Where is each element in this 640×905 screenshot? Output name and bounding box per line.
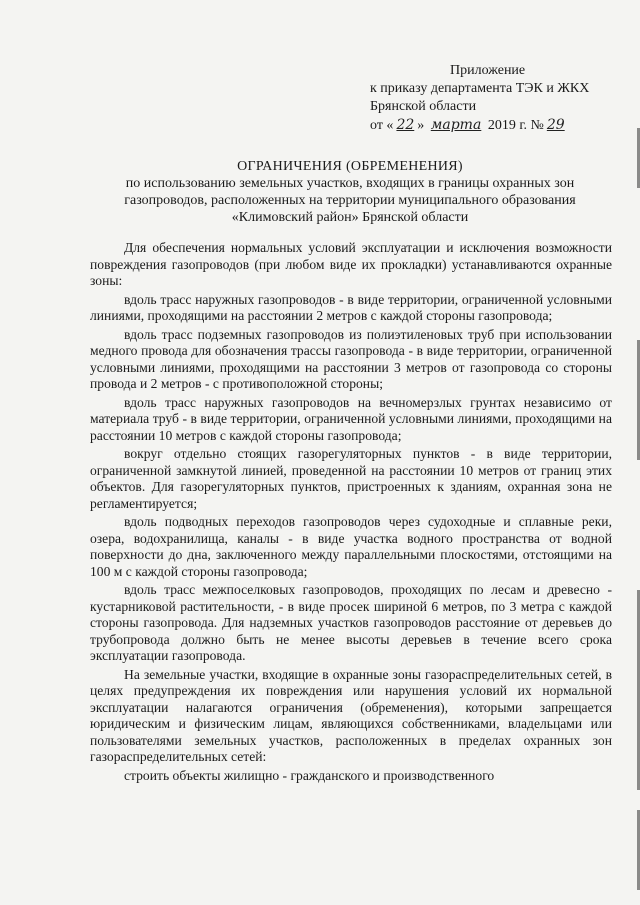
document-subtitle-1: по использованию земельных участков, входящих в границы охранных зон <box>125 176 575 191</box>
appendix-line-1: к приказу департамента ТЭК и ЖКХ <box>370 81 590 96</box>
document-subtitle-2: газопроводов, расположенных на территории муниципального образования <box>124 193 576 208</box>
date-mid: » <box>417 118 425 133</box>
document-title: ОГРАНИЧЕНИЯ (ОБРЕМЕНЕНИЯ) <box>237 159 463 174</box>
appendix-title: Приложение <box>450 63 526 78</box>
document-subtitle-3: «Климовский район» Брянской области <box>231 210 469 225</box>
paragraph-underwater-crossings: вдоль подводных переходов газопроводов через судоходные и сплавные реки, озера, водохранилища, каналы - в виде участка водного пространства от водной поверхности до дна, заключенного между параллельными плоскостями, отстоящими на 100 м с каждой стороны газопровода; <box>90 514 612 579</box>
document-header <box>100 158 600 226</box>
date-prefix: от « <box>370 118 394 133</box>
paragraph-underground-pipelines: вдоль трасс подземных газопроводов из полиэтиленовых труб при использовании медного провода для обозначения трассы газопровода - в виде территории, ограниченной условными линиями, проходящими на расстоянии 3 метров от газопровода со стороны провода и 2 метров - с противоположной стороны; <box>90 326 612 391</box>
document-body <box>90 240 612 786</box>
appendix-date <box>370 116 589 135</box>
paragraph-outer-pipelines: вдоль трасс наружных газопроводов - в виде территории, ограниченной условными линиями, проходящими на расстоянии 2 метров с каждой стороны газопровода; <box>90 291 612 323</box>
appendix-line-2: Брянской области <box>370 99 477 114</box>
date-day: 22 <box>396 117 415 133</box>
appendix-block <box>370 62 589 135</box>
paragraph-forest-pipelines: вдоль трасс межпоселковых газопроводов, проходящих по лесам и древесно - кустарниковой растительности, - в виде просек шириной 6 метров, по 3 метра с каждой стороны газопровода. Для надземных участков газопроводов расстояние от деревьев до трубопровода должно быть не менее высоты деревьев в течение всего срока эксплуатации газопровода. <box>90 582 612 663</box>
paragraph-list-item: строить объекты жилищно - гражданского и производственного <box>124 767 495 783</box>
date-number: 29 <box>546 117 565 133</box>
paragraph-regulator-points: вокруг отдельно стоящих газорегуляторных пунктов - в виде территории, ограниченной замкнутой линией, проведенной на расстоянии 10 метров от границ этих объектов. Для газорегуляторных пунктов, пристроенных к зданиям, охранная зона не регламентируется; <box>90 446 612 511</box>
paragraph-restrictions: На земельные участки, входящие в охранные зоны газораспределительных сетей, в целях предупреждения их повреждения или нарушения условий их нормальной эксплуатации налагаются ограничения (обременения), которыми запрещается юридическим и физическим лицам, являющихся собственниками, владельцами или пользователями земельных участков, расположенных в пределах охранных зон газораспределительных сетей: <box>90 666 612 764</box>
date-month: марта <box>430 117 482 133</box>
paragraph-intro: Для обеспечения нормальных условий эксплуатации и исключения возможности повреждения газопроводов (при любом виде их прокладки) устанавливаются охранные зоны: <box>90 240 612 288</box>
date-year: 2019 г. № <box>487 118 544 133</box>
paragraph-permafrost: вдоль трасс наружных газопроводов на вечномерзлых грунтах независимо от материала труб - в виде территории, ограниченной условными линиями, проходящими на расстоянии 10 метров с каждой стороны газопровода; <box>90 394 612 443</box>
